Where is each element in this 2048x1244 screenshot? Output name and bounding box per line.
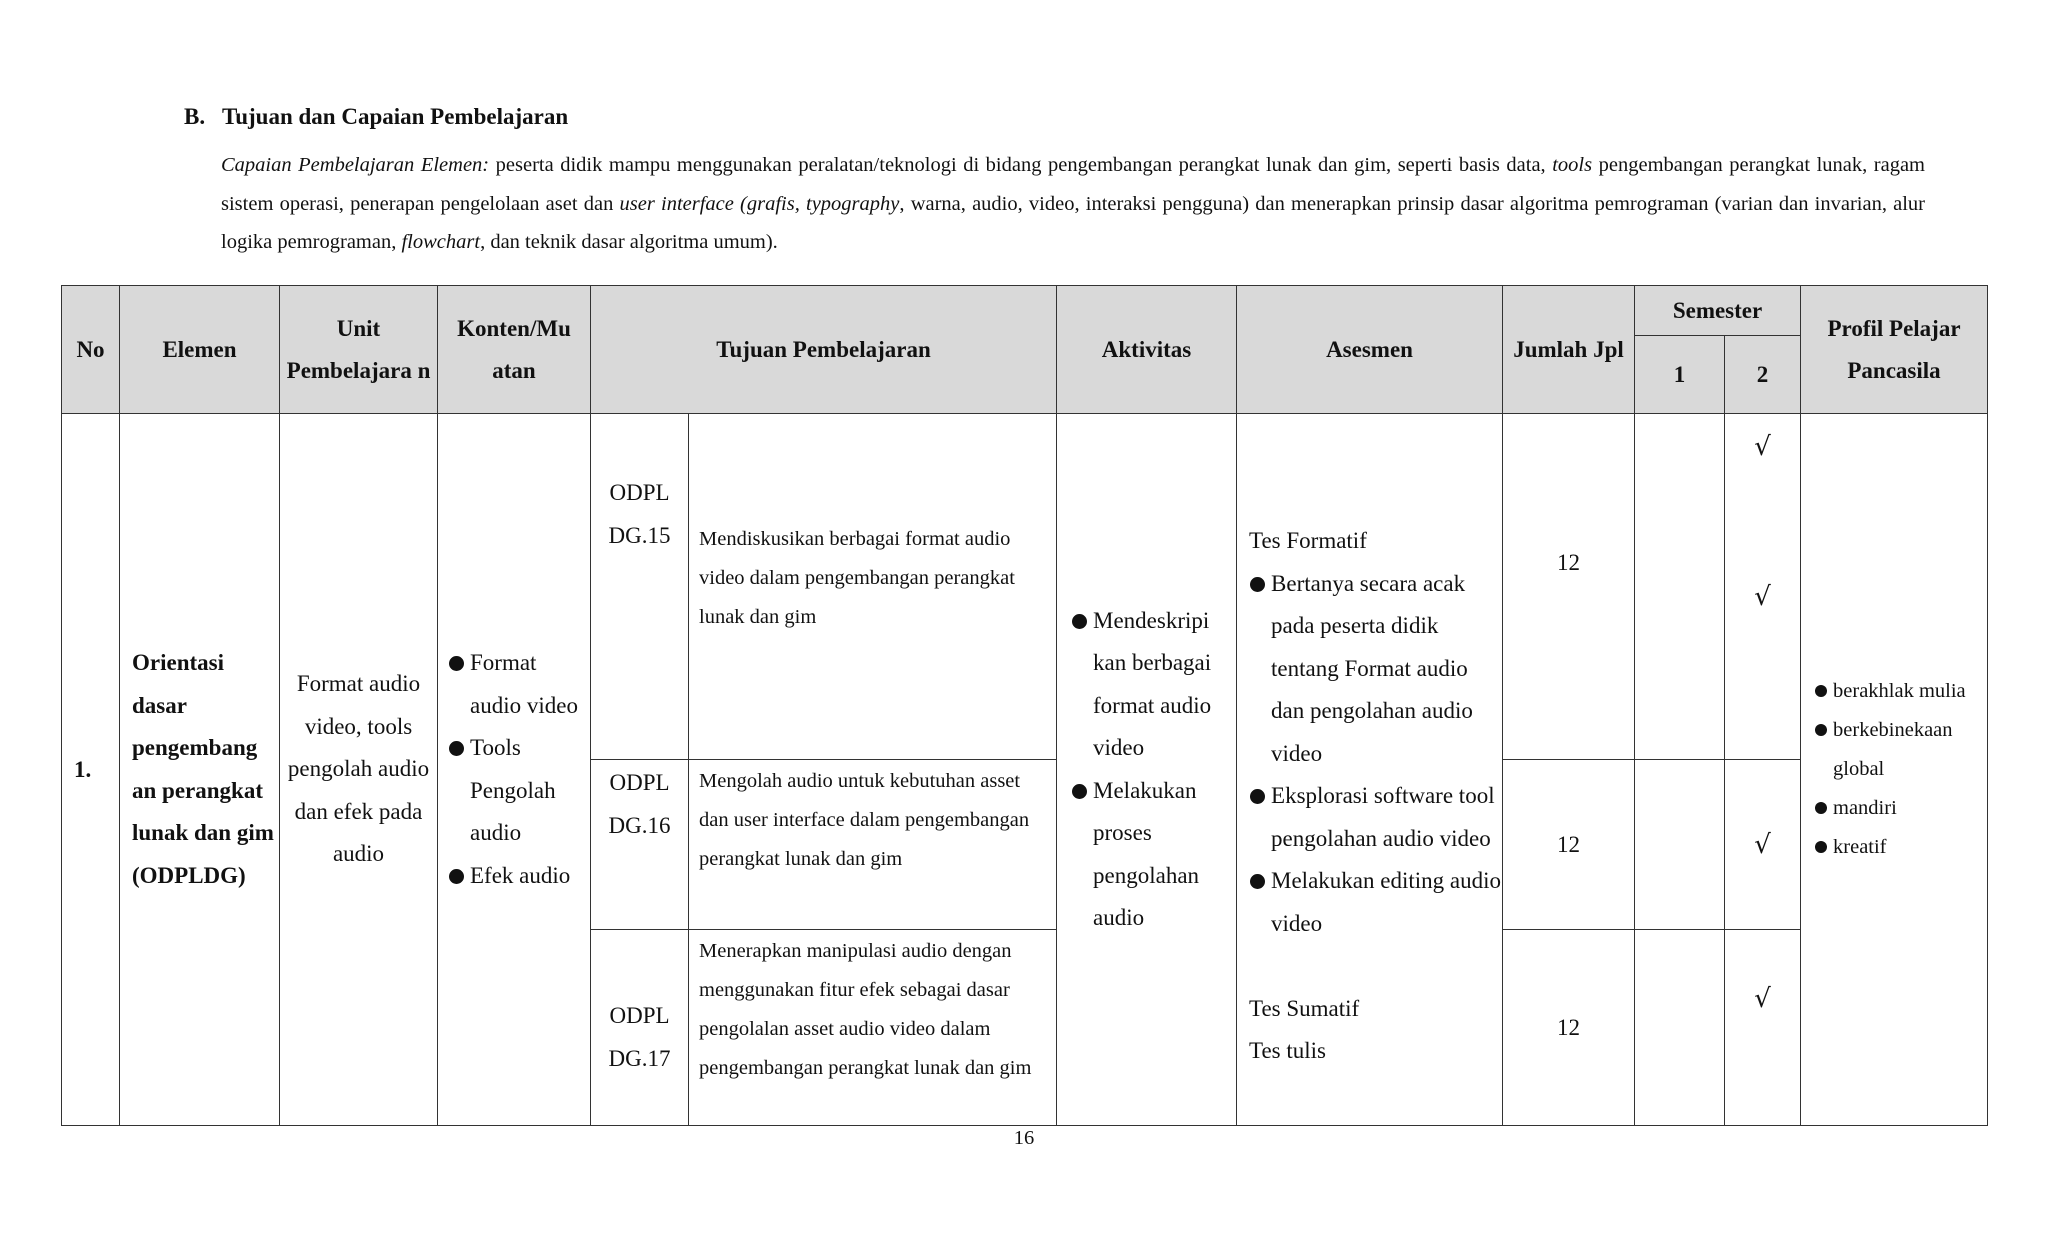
formatif-title: Tes Formatif [1249, 528, 1367, 554]
section-letter: B. [184, 104, 206, 129]
header-semester: Semester [1635, 286, 1801, 336]
intro-tools: tools [1552, 154, 1593, 176]
semester-1-cell [1635, 760, 1725, 930]
header-no: No [62, 286, 120, 414]
jpl-value: 12 [1503, 414, 1635, 760]
header-jumlah-jpl: Jumlah Jpl [1503, 286, 1635, 414]
list-item: berakhlak mulia [1813, 672, 1987, 711]
intro-paragraph [221, 146, 1925, 262]
elemen-cell: Orientasi dasar pengembang an perangkat lunak dan gim (ODPLDG) [120, 414, 280, 1126]
check-mark: √ [1754, 984, 1771, 1014]
semester-1-cell [1635, 930, 1725, 1126]
header-row [62, 286, 1988, 336]
list-item: Melakukan editing audio video [1249, 860, 1502, 945]
asesmen-list [1249, 563, 1502, 946]
intro-text-4: , dan teknik dasar algoritma umum). [480, 231, 778, 253]
check-mark: √ [1754, 829, 1771, 860]
row-number: 1. [62, 414, 120, 1126]
list-item: berkebinekaan global [1813, 711, 1987, 789]
header-semester-1: 1 [1635, 336, 1725, 414]
konten-list [448, 642, 590, 897]
table-row [62, 414, 1988, 760]
check-mark: √ [1754, 432, 1771, 462]
header-semester-2: 2 [1725, 336, 1801, 414]
list-item: Bertanya secara acak pada peserta didik tentang Format audio dan pengolahan audio video [1249, 563, 1502, 776]
konten-cell [438, 414, 591, 1126]
sumatif-sub: Tes tulis [1249, 1038, 1326, 1064]
semester-2-cell [1725, 414, 1801, 760]
list-item: Mendeskripi kan berbagai format audio video [1071, 600, 1236, 770]
semester-1-cell [1635, 414, 1725, 760]
intro-text-1: peserta didik mampu menggunakan peralatan/teknologi di bidang pengembangan perangkat lunak dan gim, seperti basis data, [489, 154, 1553, 176]
intro-ui: user interface (grafis, typography [619, 192, 900, 215]
page-number: 16 [1013, 1127, 1035, 1149]
intro-text-2: pengembangan perangkat lunak, ragam sistem operasi, penerapan pengelolaan aset dan [221, 154, 1926, 215]
objective-text: Mendiskusikan berbagai format audio video dalam pengembangan perangkat lunak dan gim [689, 414, 1057, 760]
header-unit: Unit Pembelajara n [280, 286, 438, 414]
jpl-value: 12 [1503, 760, 1635, 930]
list-item: Efek audio [448, 855, 590, 898]
header-profil: Profil Pelajar Pancasila [1801, 286, 1988, 414]
section-title: Tujuan dan Capaian Pembelajaran [222, 104, 569, 129]
profil-cell [1801, 414, 1988, 1126]
semester-2-cell [1725, 760, 1801, 930]
objective-code: ODPL DG.16 [591, 760, 689, 930]
section-heading [184, 104, 568, 130]
intro-flowchart: flowchart [401, 231, 481, 253]
unit-cell: Format audio video, tools pengolah audio dan efek pada audio [280, 414, 438, 1126]
objective-code: ODPL DG.17 [591, 930, 689, 1126]
header-aktivitas: Aktivitas [1057, 286, 1237, 414]
objective-code: ODPL DG.15 [591, 414, 689, 760]
learning-objectives-table [61, 285, 1988, 1126]
semester-2-cell [1725, 930, 1801, 1126]
profil-list [1813, 672, 1987, 867]
list-item: Eksplorasi software tool pengolahan audio video [1249, 775, 1502, 860]
jpl-value: 12 [1503, 930, 1635, 1126]
list-item: Format audio video [448, 642, 590, 727]
intro-text-3: , warna, audio, video, interaksi pengguna) dan menerapkan prinsip dasar algoritma pemrograman (varian dan invarian, alur logika pemrograman, [221, 192, 1925, 253]
list-item: kreatif [1813, 828, 1987, 867]
aktivitas-cell [1057, 414, 1237, 1126]
aktivitas-list [1071, 600, 1236, 940]
header-konten: Konten/Mu atan [438, 286, 591, 414]
asesmen-cell [1237, 414, 1503, 1126]
header-asesmen: Asesmen [1237, 286, 1503, 414]
sumatif-title: Tes Sumatif [1249, 995, 1360, 1021]
list-item: Melakukan proses pengolahan audio [1071, 770, 1236, 940]
intro-label: Capaian Pembelajaran Elemen: [221, 154, 490, 176]
list-item: mandiri [1813, 789, 1987, 828]
check-mark: √ [1754, 582, 1771, 612]
header-tujuan: Tujuan Pembelajaran [591, 286, 1057, 414]
objective-text: Mengolah audio untuk kebutuhan asset dan user interface dalam pengembangan perangkat lunak dan gim [689, 760, 1057, 930]
header-elemen: Elemen [120, 286, 280, 414]
objective-text: Menerapkan manipulasi audio dengan menggunakan fitur efek sebagai dasar pengolalan asset audio video dalam pengembangan perangkat lunak dan gim [689, 930, 1057, 1126]
list-item: Tools Pengolah audio [448, 727, 590, 855]
